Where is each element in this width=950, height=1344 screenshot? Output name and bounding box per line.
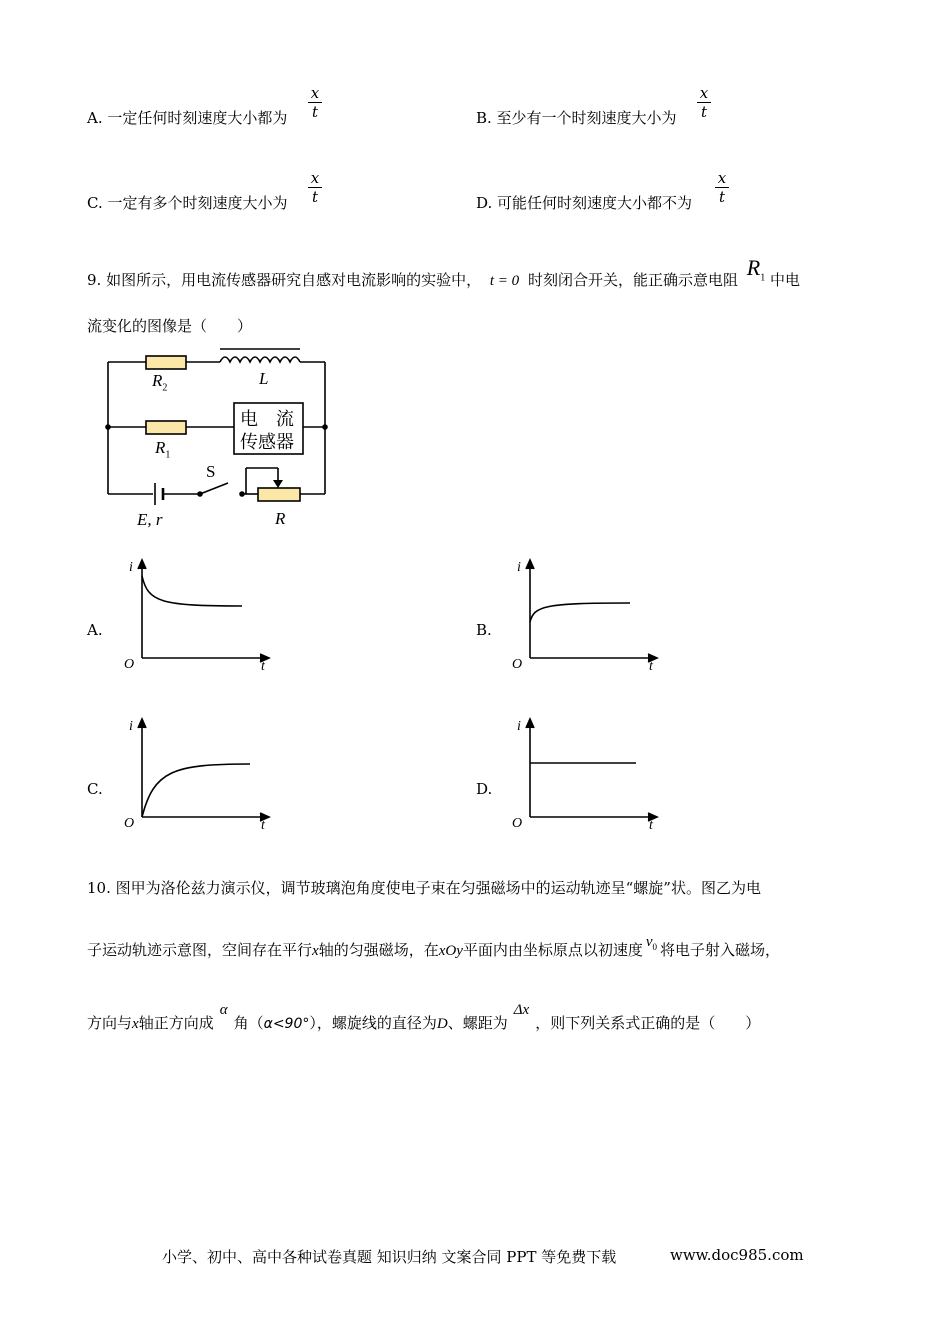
curve-rise-from-zero — [142, 764, 250, 817]
label-r2: $R_2$ — [152, 371, 168, 394]
label-r: R — [275, 509, 286, 528]
svg-text:t: t — [649, 818, 653, 833]
q8-option-d — [476, 192, 692, 213]
alpha-symbol: α — [219, 1002, 228, 1018]
t-equals-zero: t = 0 — [489, 273, 520, 289]
graph-option-a — [120, 554, 280, 674]
q9-option-c-label: C. — [87, 780, 103, 798]
label-l: L — [259, 369, 269, 388]
svg-text:t: t — [649, 659, 653, 674]
curve-decay — [142, 576, 242, 606]
q9-option-a-label: A. — [87, 621, 103, 639]
fraction-x-over-t: x t — [308, 84, 322, 121]
fraction-x-over-t: x t — [308, 169, 322, 206]
label-sensor-line1: 电 流 — [240, 409, 294, 430]
svg-text:t: t — [261, 818, 265, 833]
q10-stem-line1: 10. 图甲为洛伦兹力演示仪，调节玻璃泡角度使电子束在匀强磁场中的运动轨迹呈“螺旋”状。图乙为电 — [87, 879, 761, 897]
q9-stem-line1: 9. 如图所示，用电流传感器研究自感对电流影响的实验中， t = 0 时刻闭合开关，能正确示意电阻 $R_1$ 中电 — [87, 255, 800, 289]
resistor-r2 — [146, 356, 186, 369]
resistor-r1 — [146, 421, 186, 434]
svg-text:i: i — [129, 719, 133, 734]
svg-text:i: i — [517, 719, 521, 734]
label-er: E, r — [137, 510, 163, 529]
q9-stem-line2: 流变化的图像是（ ） — [87, 317, 253, 335]
axis-i: i — [129, 560, 133, 575]
axis-o: O — [124, 657, 135, 672]
delta-x-symbol: Δx — [513, 1002, 530, 1018]
svg-text:O: O — [512, 816, 523, 831]
q8-option-c — [87, 192, 287, 213]
label-sensor-line2: 传感器 — [240, 432, 294, 453]
graph-option-d — [508, 713, 668, 833]
q9-option-d-label: D. — [476, 780, 493, 798]
circuit-diagram — [100, 342, 350, 532]
q8-option-d-text: D. 可能任何时刻速度大小都不为 — [476, 194, 693, 212]
q9-option-b-label: B. — [476, 621, 492, 639]
q8-option-c-text: C. 一定有多个时刻速度大小为 — [87, 194, 288, 212]
graph-option-b — [508, 554, 668, 674]
svg-text:O: O — [124, 816, 135, 831]
label-s: S — [206, 462, 216, 481]
inductor-l — [220, 357, 300, 362]
q10-stem-line3: 方向与x轴正方向成α角（α<90°），螺旋线的直径为D、螺距为Δx，则下列关系式正确的是（ ） — [87, 1002, 761, 1032]
v0-symbol: $v_0$ — [645, 934, 658, 952]
svg-text:O: O — [512, 657, 523, 672]
q8-option-b-text: B. 至少有一个时刻速度大小为 — [476, 109, 677, 127]
switch-s — [200, 483, 228, 494]
svg-text:i: i — [517, 560, 521, 575]
footer-url[interactable]: www.doc985.com — [670, 1246, 804, 1264]
q10-stem-line2: 子运动轨迹示意图，空间存在平行x轴的匀强磁场，在xOy平面内由坐标原点以初速度 $v_0$ 将电子射入磁场， — [87, 934, 781, 959]
axis-t: t — [261, 659, 265, 674]
fraction-x-over-t: x t — [697, 84, 711, 121]
graph-option-c — [120, 713, 290, 833]
q8-option-a — [87, 107, 287, 128]
footer-text: 小学、初中、高中各种试卷真题 知识归纳 文案合同 PPT 等免费下载 — [162, 1248, 617, 1266]
r1-symbol: $R_1$ — [746, 255, 766, 284]
rheostat-r — [258, 488, 300, 501]
q8-option-a-text: A. 一定任何时刻速度大小都为 — [87, 109, 288, 127]
q8-option-b — [476, 107, 677, 128]
fraction-x-over-t: x t — [715, 169, 729, 206]
curve-rise-from-mid — [530, 603, 630, 622]
label-r1: $R_1$ — [155, 438, 171, 461]
